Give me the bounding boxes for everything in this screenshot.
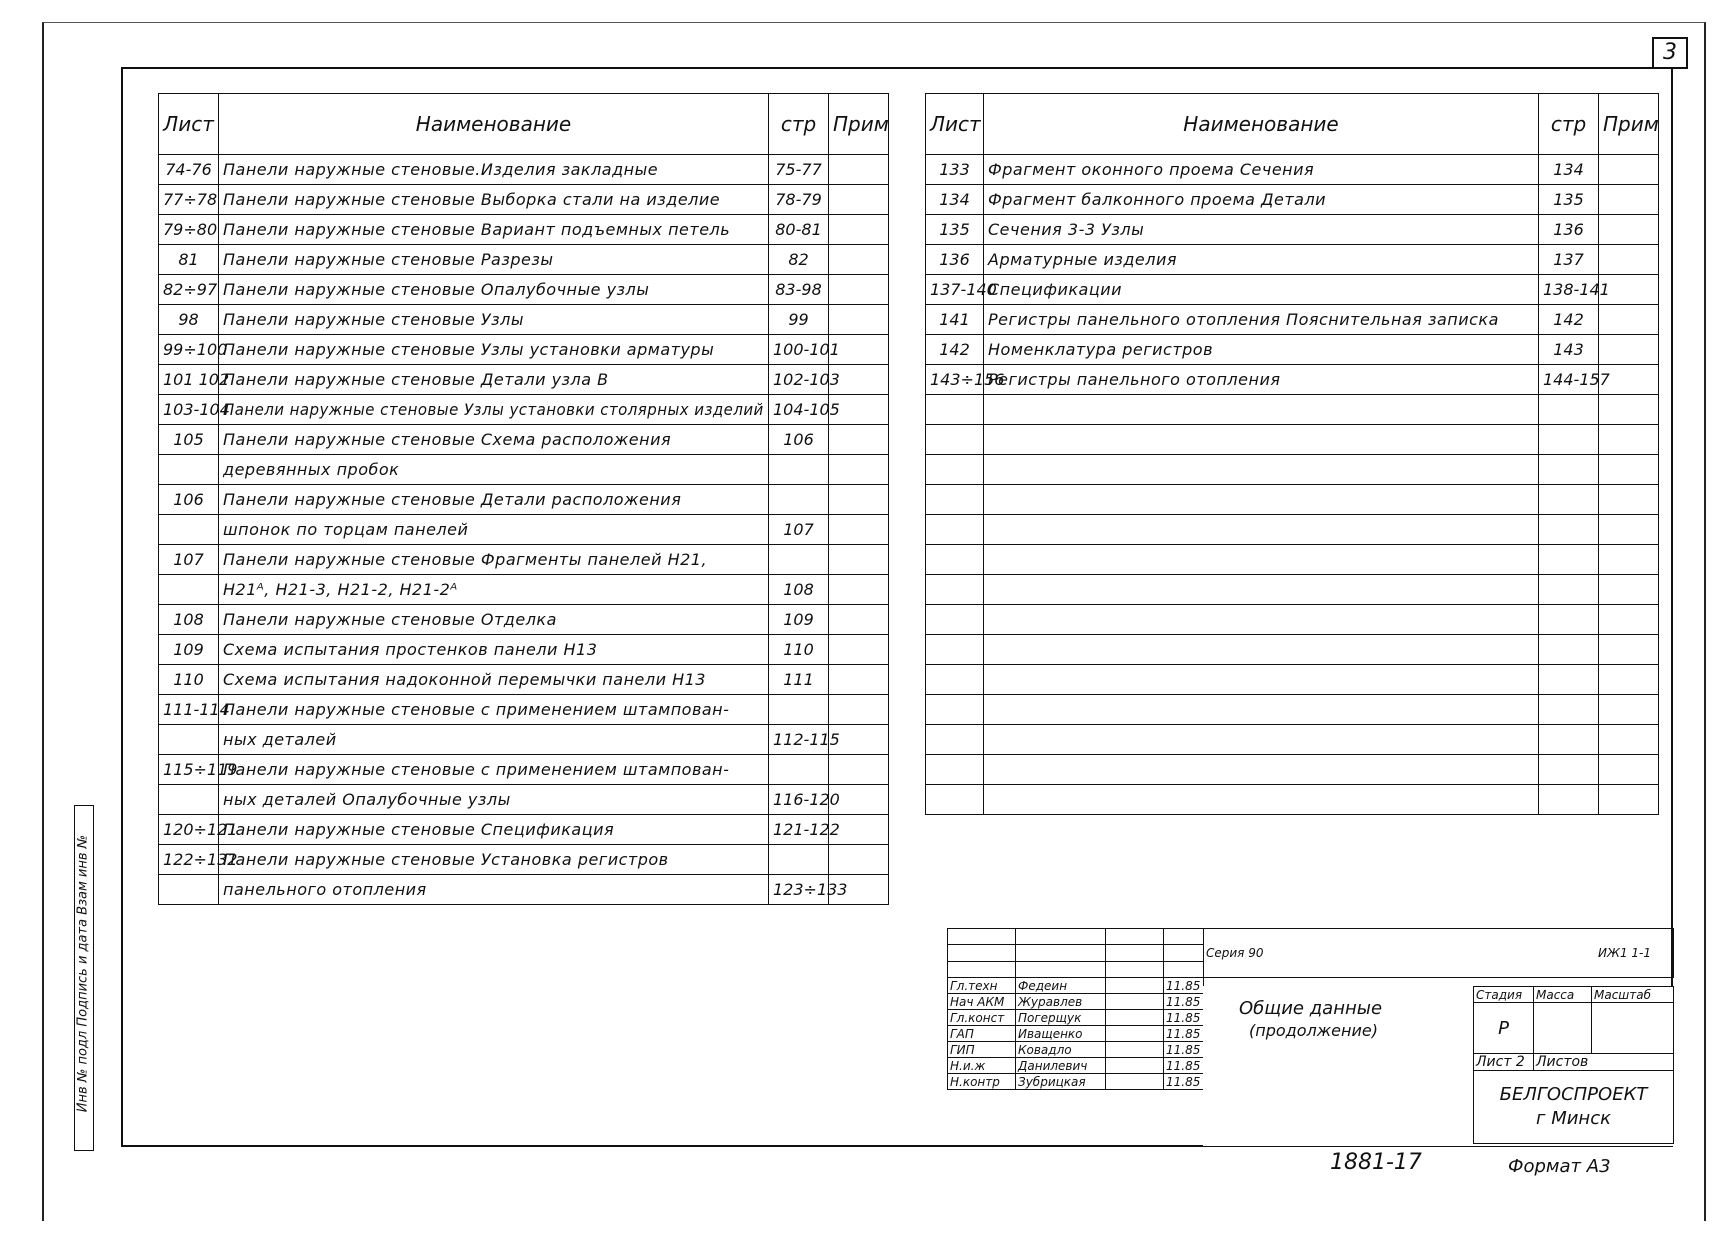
cell-page xyxy=(769,455,829,485)
cell-sheet: 141 xyxy=(926,305,984,335)
sheets-label: Листов xyxy=(1534,1054,1674,1071)
cell-sheet xyxy=(159,455,219,485)
cell-name xyxy=(984,455,1539,485)
header-note: Прим xyxy=(829,94,889,155)
cell-name: Панели наружные стеновые Схема расположения xyxy=(219,425,769,455)
cell-page: 106 xyxy=(769,425,829,455)
sheet-label: Лист 2 xyxy=(1474,1054,1534,1071)
table-row xyxy=(926,515,1659,545)
table-header xyxy=(159,94,889,155)
cell-note xyxy=(829,845,889,875)
org-cell xyxy=(1474,1071,1674,1144)
cell-name xyxy=(984,635,1539,665)
table-row xyxy=(926,155,1659,185)
staff-date: 11.85 xyxy=(1164,1010,1204,1026)
side-stamp xyxy=(74,805,94,1151)
cell-page xyxy=(1539,455,1599,485)
table-row xyxy=(926,275,1659,305)
cell-name: Номенклатура регистров xyxy=(984,335,1539,365)
table-row xyxy=(926,305,1659,335)
cell-note xyxy=(1599,305,1659,335)
table-row xyxy=(159,545,889,575)
cell-sheet: 135 xyxy=(926,215,984,245)
cell-note xyxy=(1599,725,1659,755)
cell-note xyxy=(1599,245,1659,275)
cell-sheet: 134 xyxy=(926,185,984,215)
table-row xyxy=(159,755,889,785)
table-row xyxy=(926,575,1659,605)
table-row xyxy=(159,395,889,425)
cell-sheet xyxy=(159,575,219,605)
staff-name: Ковадло xyxy=(1016,1042,1106,1058)
cell-sheet: 98 xyxy=(159,305,219,335)
staff-role: Нач АКМ xyxy=(948,994,1016,1010)
cell-name: Панели наружные стеновые Детали расположения xyxy=(219,485,769,515)
cell-page xyxy=(769,695,829,725)
cell-page xyxy=(769,545,829,575)
header-sheet: Лист xyxy=(159,94,219,155)
cell-page: 142 xyxy=(1539,305,1599,335)
cell-name: Схема испытания простенков панели Н13 xyxy=(219,635,769,665)
header-page: стр xyxy=(769,94,829,155)
staff-role: Гл.техн xyxy=(948,978,1016,994)
cell-note xyxy=(1599,515,1659,545)
cell-page: 75-77 xyxy=(769,155,829,185)
table-row xyxy=(926,485,1659,515)
staff-role: ГИП xyxy=(948,1042,1016,1058)
cell-note xyxy=(829,695,889,725)
cell-note xyxy=(1599,665,1659,695)
cell-sheet: 103-104 xyxy=(159,395,219,425)
table-row xyxy=(926,425,1659,455)
table-row xyxy=(926,215,1659,245)
cell-name xyxy=(984,755,1539,785)
staff-role: ГАП xyxy=(948,1026,1016,1042)
table-row xyxy=(159,365,889,395)
staff-date: 11.85 xyxy=(1164,1058,1204,1074)
cell-page: 121-122 xyxy=(769,815,829,845)
cell-sheet: 133 xyxy=(926,155,984,185)
blank-cell xyxy=(1203,1080,1474,1146)
cell-name: Панели наружные стеновые Опалубочные узлы xyxy=(219,275,769,305)
staff-date: 11.85 xyxy=(1164,994,1204,1010)
table-row xyxy=(159,455,889,485)
table-row xyxy=(159,635,889,665)
cell-sheet xyxy=(926,755,984,785)
cell-name: Арматурные изделия xyxy=(984,245,1539,275)
cell-page: 104-105 xyxy=(769,395,829,425)
cell-note xyxy=(1599,395,1659,425)
staff-date: 11.85 xyxy=(1164,1042,1204,1058)
cell-note xyxy=(829,605,889,635)
cell-note xyxy=(1599,485,1659,515)
cell-note xyxy=(1599,215,1659,245)
cell-sheet xyxy=(926,785,984,815)
cell-sheet: 79÷80 xyxy=(159,215,219,245)
table-row xyxy=(159,275,889,305)
cell-page: 82 xyxy=(769,245,829,275)
series: Серия 90 xyxy=(1206,946,1264,960)
cell-page xyxy=(769,485,829,515)
cell-name xyxy=(984,665,1539,695)
cell-sheet: 110 xyxy=(159,665,219,695)
cell-page: 135 xyxy=(1539,185,1599,215)
cell-name: панельного отопления xyxy=(219,875,769,905)
title-line1: Общие данные xyxy=(1239,998,1383,1019)
contents-table-right xyxy=(925,93,1659,815)
cell-note xyxy=(1599,785,1659,815)
table-row xyxy=(926,785,1659,815)
cell-name: Схема испытания надоконной перемычки панели Н13 xyxy=(219,665,769,695)
cell-name: Панели наружные стеновые Узлы установки столярных изделий xyxy=(219,395,769,425)
cell-sheet xyxy=(926,575,984,605)
staff-name: Погерщук xyxy=(1016,1010,1106,1026)
cell-name xyxy=(984,785,1539,815)
table-row xyxy=(926,755,1659,785)
cell-sheet xyxy=(159,875,219,905)
staff-signature xyxy=(1106,1010,1164,1026)
cell-note xyxy=(1599,635,1659,665)
cell-page xyxy=(769,755,829,785)
cell-name xyxy=(984,725,1539,755)
mass-label: Масса xyxy=(1534,987,1592,1003)
cell-page xyxy=(1539,485,1599,515)
cell-sheet: 106 xyxy=(159,485,219,515)
staff-date: 11.85 xyxy=(1164,978,1204,994)
table-row xyxy=(926,725,1659,755)
table-row xyxy=(159,425,889,455)
cell-sheet: 111-114 xyxy=(159,695,219,725)
cell-sheet xyxy=(926,635,984,665)
cell-sheet: 101 102 xyxy=(159,365,219,395)
table-row xyxy=(926,665,1659,695)
cell-sheet xyxy=(159,785,219,815)
org-city: г Минск xyxy=(1536,1108,1611,1129)
table-row xyxy=(159,575,889,605)
side-stamp-text: Инв № подл Подпись и дата Взам инв № xyxy=(75,834,91,1113)
staff-name: Данилевич xyxy=(1016,1058,1106,1074)
cell-name xyxy=(984,695,1539,725)
cell-page: 108 xyxy=(769,575,829,605)
staff-role: Гл.конст xyxy=(948,1010,1016,1026)
cell-page: 123÷133 xyxy=(769,875,829,905)
cell-sheet xyxy=(926,455,984,485)
table-row xyxy=(159,695,889,725)
cell-note xyxy=(829,755,889,785)
cell-sheet: 109 xyxy=(159,635,219,665)
scale-label: Масштаб xyxy=(1592,987,1674,1003)
table-row xyxy=(926,335,1659,365)
cell-name: Спецификации xyxy=(984,275,1539,305)
cell-name xyxy=(984,575,1539,605)
cell-note xyxy=(1599,605,1659,635)
table-row xyxy=(159,335,889,365)
cell-sheet: 81 xyxy=(159,245,219,275)
table-row xyxy=(159,185,889,215)
table-row xyxy=(159,875,889,905)
cell-page: 107 xyxy=(769,515,829,545)
cell-name: Панели наружные стеновые Отделка xyxy=(219,605,769,635)
table-row xyxy=(159,485,889,515)
cell-sheet xyxy=(926,395,984,425)
table-row xyxy=(926,545,1659,575)
cell-page xyxy=(1539,725,1599,755)
header-sheet: Лист xyxy=(926,94,984,155)
cell-note xyxy=(829,575,889,605)
cell-sheet xyxy=(926,665,984,695)
cell-name: Панели наружные стеновые Узлы установки арматуры xyxy=(219,335,769,365)
cell-sheet: 108 xyxy=(159,605,219,635)
cell-note xyxy=(1599,425,1659,455)
cell-name: Панели наружные стеновые Вариант подъемных петель xyxy=(219,215,769,245)
cell-name: Регистры панельного отопления Пояснительная записка xyxy=(984,305,1539,335)
stage-value: Р xyxy=(1474,1003,1534,1054)
document-code: ИЖ1 1-1 xyxy=(1598,946,1651,960)
cell-name xyxy=(984,485,1539,515)
staff-signature xyxy=(1106,1058,1164,1074)
cell-sheet: 115÷119 xyxy=(159,755,219,785)
title-cell xyxy=(1203,986,1474,1081)
header-name: Наименование xyxy=(984,94,1539,155)
table-header xyxy=(926,94,1659,155)
cell-name: Панели наружные стеновые.Изделия закладные xyxy=(219,155,769,185)
cell-sheet: 99÷100 xyxy=(159,335,219,365)
header-page: стр xyxy=(1539,94,1599,155)
cell-page: 116-120 xyxy=(769,785,829,815)
cell-note xyxy=(829,245,889,275)
staff-name: Зубрицкая xyxy=(1016,1074,1106,1090)
cell-page: 109 xyxy=(769,605,829,635)
cell-page xyxy=(1539,425,1599,455)
staff-date: 11.85 xyxy=(1164,1074,1204,1090)
staff-signature xyxy=(1106,994,1164,1010)
cell-name xyxy=(984,425,1539,455)
cell-name: шпонок по торцам панелей xyxy=(219,515,769,545)
cell-page: 137 xyxy=(1539,245,1599,275)
cell-name: ных деталей Опалубочные узлы xyxy=(219,785,769,815)
cell-sheet xyxy=(926,515,984,545)
stage-block xyxy=(1473,986,1673,1146)
cell-name: Панели наружные стеновые Выборка стали на изделие xyxy=(219,185,769,215)
table-row xyxy=(926,185,1659,215)
cell-name: Фрагмент балконного проема Детали xyxy=(984,185,1539,215)
cell-note xyxy=(829,155,889,185)
header-note: Прим xyxy=(1599,94,1659,155)
staff-name: Иващенко xyxy=(1016,1026,1106,1042)
cell-name xyxy=(984,545,1539,575)
cell-note xyxy=(1599,155,1659,185)
cell-name: деревянных пробок xyxy=(219,455,769,485)
table-row xyxy=(926,395,1659,425)
cell-note xyxy=(1599,575,1659,605)
cell-sheet xyxy=(159,725,219,755)
staff-signature xyxy=(1106,1026,1164,1042)
cell-sheet: 137-140 xyxy=(926,275,984,305)
cell-note xyxy=(829,635,889,665)
cell-sheet: 122÷132 xyxy=(159,845,219,875)
table-row xyxy=(159,245,889,275)
cell-note xyxy=(829,545,889,575)
cell-page: 134 xyxy=(1539,155,1599,185)
cell-name: Панели наружные стеновые с применением штампован- xyxy=(219,695,769,725)
cell-name: ных деталей xyxy=(219,725,769,755)
cell-sheet xyxy=(926,605,984,635)
cell-name xyxy=(984,515,1539,545)
header-name: Наименование xyxy=(219,94,769,155)
cell-sheet xyxy=(926,695,984,725)
cell-sheet: 82÷97 xyxy=(159,275,219,305)
cell-sheet: 77÷78 xyxy=(159,185,219,215)
cell-sheet: 120÷121 xyxy=(159,815,219,845)
staff-signature xyxy=(1106,1042,1164,1058)
cell-page: 138-141 xyxy=(1539,275,1599,305)
staff-signature xyxy=(1106,978,1164,994)
cell-note xyxy=(1599,335,1659,365)
cell-page xyxy=(1539,665,1599,695)
cell-name: Панели наружные стеновые с применением штампован- xyxy=(219,755,769,785)
cell-sheet: 142 xyxy=(926,335,984,365)
cell-sheet: 74-76 xyxy=(159,155,219,185)
cell-name xyxy=(984,395,1539,425)
cell-page: 112-115 xyxy=(769,725,829,755)
cell-page: 102-103 xyxy=(769,365,829,395)
table-row xyxy=(159,155,889,185)
contents-table-left xyxy=(158,93,889,905)
cell-name: Регистры панельного отопления xyxy=(984,365,1539,395)
table-row xyxy=(159,515,889,545)
table-row xyxy=(926,245,1659,275)
table-row xyxy=(159,665,889,695)
table-row xyxy=(159,725,889,755)
title-line2: (продолжение) xyxy=(1249,1021,1378,1040)
cell-page xyxy=(1539,785,1599,815)
cell-note xyxy=(1599,695,1659,725)
org-name: БЕЛГОСПРОЕКТ xyxy=(1499,1084,1648,1105)
cell-page: 99 xyxy=(769,305,829,335)
cell-note xyxy=(829,185,889,215)
staff-signature xyxy=(1106,1074,1164,1090)
table-row xyxy=(926,695,1659,725)
cell-sheet: 107 xyxy=(159,545,219,575)
cell-name: Сечения 3-3 Узлы xyxy=(984,215,1539,245)
stage-label: Стадия xyxy=(1474,987,1534,1003)
document-number: 1881-17 xyxy=(1330,1150,1422,1175)
cell-sheet xyxy=(159,515,219,545)
cell-name: Н21ᴬ, Н21-3, Н21-2, Н21-2ᴬ xyxy=(219,575,769,605)
cell-page xyxy=(1539,605,1599,635)
cell-sheet: 136 xyxy=(926,245,984,275)
cell-note xyxy=(1599,455,1659,485)
cell-name: Панели наружные стеновые Узлы xyxy=(219,305,769,335)
sheet-number: 3 xyxy=(1652,37,1688,69)
cell-note xyxy=(829,515,889,545)
cell-page xyxy=(769,845,829,875)
cell-note xyxy=(1599,755,1659,785)
cell-name: Панели наружные стеновые Фрагменты панелей Н21, xyxy=(219,545,769,575)
cell-page: 110 xyxy=(769,635,829,665)
table-row xyxy=(159,215,889,245)
cell-page: 100-101 xyxy=(769,335,829,365)
cell-page xyxy=(1539,545,1599,575)
table-row xyxy=(159,845,889,875)
cell-page xyxy=(1539,695,1599,725)
table-row xyxy=(926,605,1659,635)
staff-role: Н.и.ж xyxy=(948,1058,1016,1074)
cell-name xyxy=(984,605,1539,635)
cell-note xyxy=(829,215,889,245)
cell-note xyxy=(829,305,889,335)
cell-page xyxy=(1539,395,1599,425)
table-row xyxy=(926,365,1659,395)
cell-page: 83-98 xyxy=(769,275,829,305)
cell-page xyxy=(1539,575,1599,605)
cell-note xyxy=(1599,545,1659,575)
cell-sheet xyxy=(926,425,984,455)
cell-note xyxy=(829,275,889,305)
cell-note xyxy=(829,485,889,515)
cell-page: 144-157 xyxy=(1539,365,1599,395)
cell-name: Панели наружные стеновые Детали узла В xyxy=(219,365,769,395)
cell-page: 136 xyxy=(1539,215,1599,245)
series-cell xyxy=(1204,929,1674,978)
staff-name: Журавлев xyxy=(1016,994,1106,1010)
cell-sheet xyxy=(926,545,984,575)
table-row xyxy=(926,635,1659,665)
cell-name: Панели наружные стеновые Установка регистров xyxy=(219,845,769,875)
cell-sheet: 105 xyxy=(159,425,219,455)
cell-note xyxy=(829,455,889,485)
cell-page: 80-81 xyxy=(769,215,829,245)
cell-page: 143 xyxy=(1539,335,1599,365)
cell-page xyxy=(1539,635,1599,665)
table-row xyxy=(926,455,1659,485)
cell-page: 111 xyxy=(769,665,829,695)
cell-sheet xyxy=(926,485,984,515)
cell-page xyxy=(1539,755,1599,785)
cell-name: Панели наружные стеновые Спецификация xyxy=(219,815,769,845)
staff-date: 11.85 xyxy=(1164,1026,1204,1042)
cell-note xyxy=(829,665,889,695)
cell-note xyxy=(1599,185,1659,215)
cell-name: Панели наружные стеновые Разрезы xyxy=(219,245,769,275)
cell-sheet: 143÷156 xyxy=(926,365,984,395)
staff-role: Н.контр xyxy=(948,1074,1016,1090)
cell-sheet xyxy=(926,725,984,755)
cell-name: Фрагмент оконного проема Сечения xyxy=(984,155,1539,185)
cell-page: 78-79 xyxy=(769,185,829,215)
table-row xyxy=(159,785,889,815)
table-row xyxy=(159,605,889,635)
table-row xyxy=(159,815,889,845)
cell-page xyxy=(1539,515,1599,545)
staff-name: Федеин xyxy=(1016,978,1106,994)
format-label: Формат А3 xyxy=(1508,1156,1611,1177)
cell-note xyxy=(829,425,889,455)
table-row xyxy=(159,305,889,335)
